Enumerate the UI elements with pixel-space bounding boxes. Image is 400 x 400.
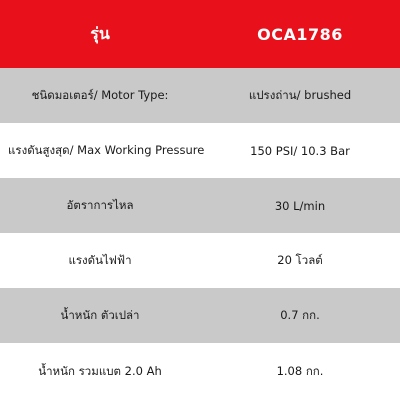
row-value: 0.7 กก. [280, 307, 320, 322]
row-value: แปรงถ่าน/ brushed [248, 87, 352, 102]
row-label: ชนิดมอเตอร์/ Motor Type: [31, 87, 169, 102]
table-row-max-pressure [0, 123, 400, 178]
row-value: 150 PSI/ 10.3 Bar [250, 143, 350, 158]
row-label: แรงดันไฟฟ้า [68, 252, 132, 267]
row-value: 20 โวลต์ [277, 252, 323, 267]
table-header [0, 0, 400, 68]
table-row-voltage [0, 233, 400, 288]
header-model-label: รุ่น [90, 23, 110, 43]
row-label: อัตราการไหล [66, 197, 134, 212]
header-model-value: OCA1786 [257, 24, 343, 44]
row-label: น้ำหนัก ตัวเปล่า [60, 307, 140, 322]
table-row-flow-rate [0, 178, 400, 233]
row-value: 30 L/min [274, 198, 326, 213]
table-row-bare-weight [0, 288, 400, 343]
table-row-weight-with-battery [0, 343, 400, 400]
row-value: 1.08 กก. [276, 363, 324, 378]
table-row-motor-type [0, 68, 400, 123]
row-label: น้ำหนัก รวมแบต 2.0 Ah [38, 363, 162, 378]
row-label: แรงดันสูงสุด/ Max Working Pressure [8, 142, 205, 157]
